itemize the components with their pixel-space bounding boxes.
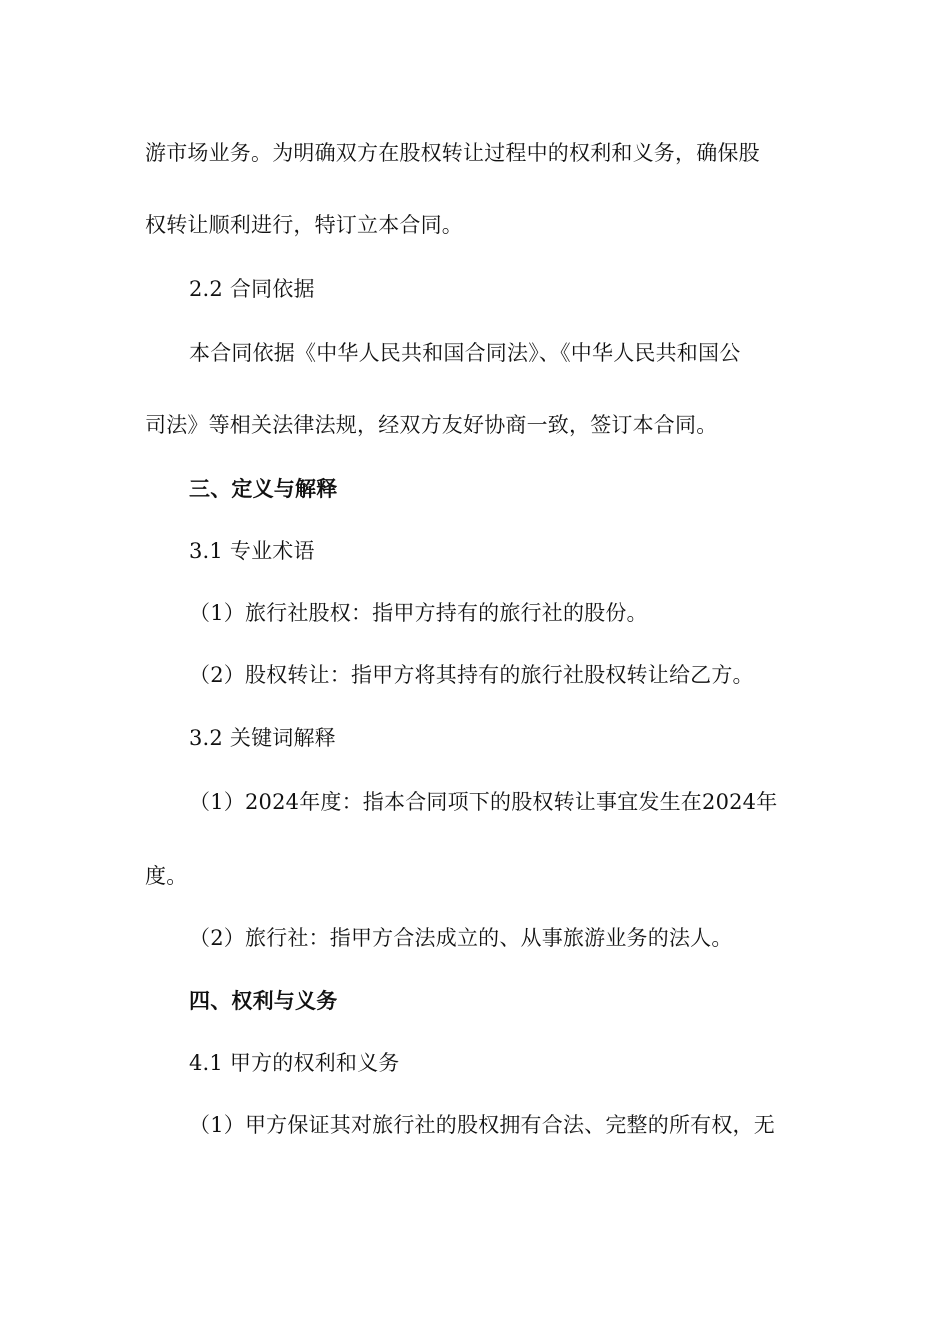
list-item: （1）2024年度：指本合同项下的股权转让事宜发生在2024年: [189, 790, 778, 814]
section-subheading: 3.1 专业术语: [189, 539, 315, 563]
paragraph-line: 司法》等相关法律法规，经双方友好协商一致，签订本合同。: [145, 413, 718, 437]
list-item: （1）甲方保证其对旅行社的股权拥有合法、完整的所有权，无: [189, 1113, 775, 1137]
section-subheading: 2.2 合同依据: [189, 277, 315, 301]
section-heading: 三、定义与解释: [189, 476, 338, 501]
paragraph-line: 游市场业务。为明确双方在股权转让过程中的权利和义务，确保股: [145, 141, 760, 165]
list-item: （2）股权转让：指甲方将其持有的旅行社股权转让给乙方。: [189, 663, 754, 687]
section-subheading: 4.1 甲方的权利和义务: [189, 1051, 400, 1075]
list-item: （1）旅行社股权：指甲方持有的旅行社的股份。: [189, 601, 648, 625]
list-item: （2）旅行社：指甲方合法成立的、从事旅游业务的法人。: [189, 926, 733, 950]
paragraph-line: 度。: [145, 864, 188, 888]
section-heading: 四、权利与义务: [189, 988, 338, 1013]
paragraph-line: 本合同依据《中华人民共和国合同法》、《中华人民共和国公: [189, 341, 741, 365]
paragraph-line: 权转让顺利进行，特订立本合同。: [145, 213, 463, 237]
section-subheading: 3.2 关键词解释: [189, 726, 336, 750]
